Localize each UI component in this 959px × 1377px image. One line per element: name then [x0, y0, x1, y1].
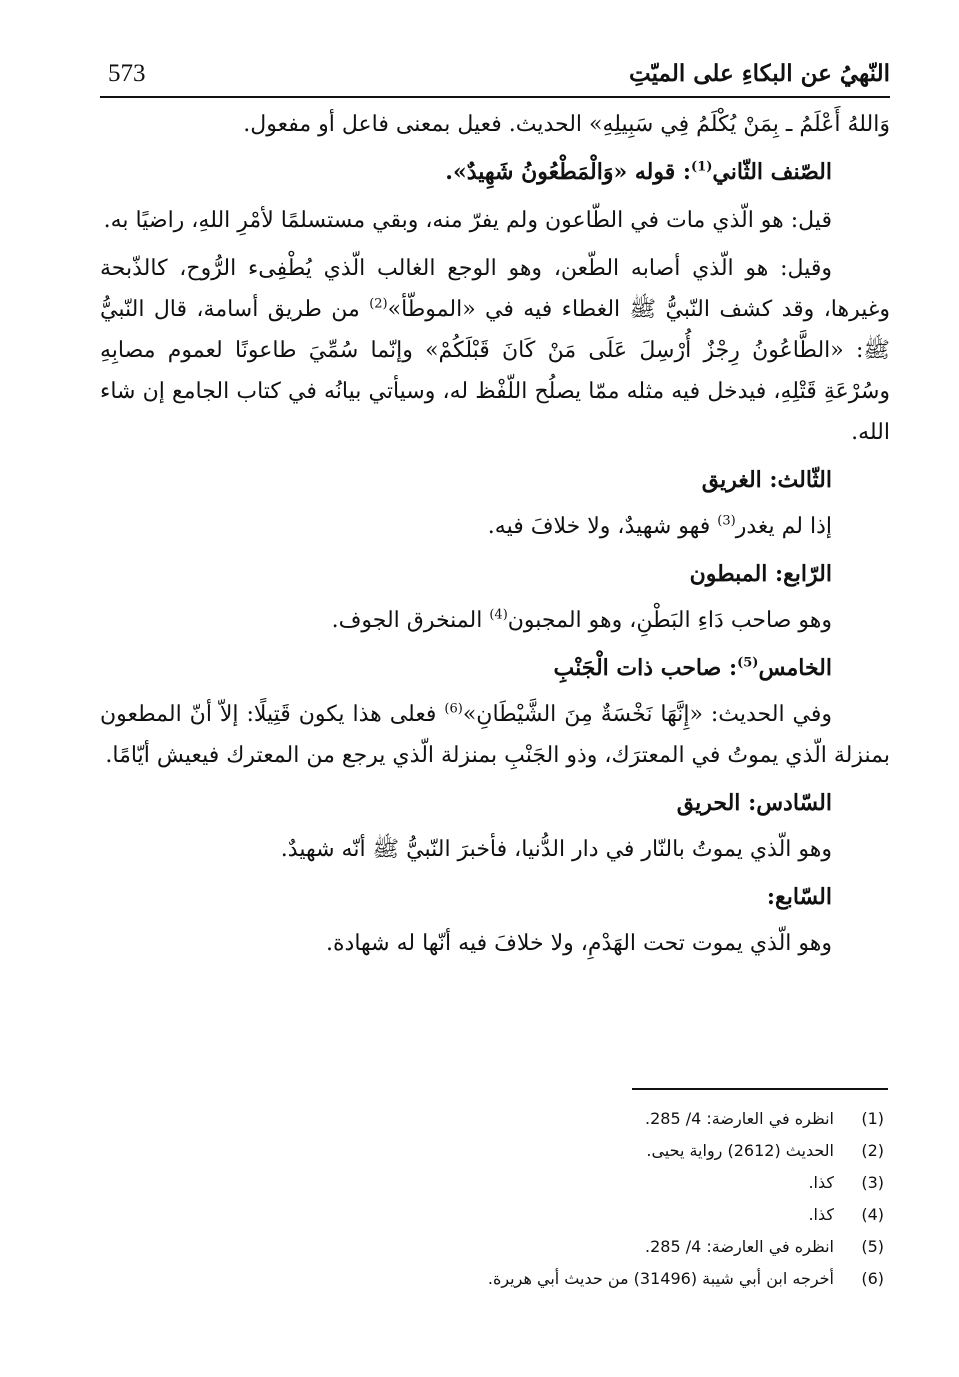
- section-heading-seventh: السّابع:: [766, 884, 832, 910]
- heading-rest: : قوله «وَالْمَطْعُونُ شَهِيدٌ».: [445, 159, 692, 185]
- paragraph-qila: قيل: هو الّذي مات في الطّاعون ولم يفرّ منه، وبقي مستسلمًا لأمْرِ اللهِ، راضيًا به.: [103, 208, 832, 233]
- footnote-text: انظره في العارضة: 4/ 285.: [645, 1108, 834, 1128]
- paragraph-continuation: وَاللهُ أَعْلَمُ ـ بِمَنْ يُكْلَمُ فِي سَبِيلِهِ» الحديث. فعيل بمعنى فاعل أو مفعول.: [243, 112, 890, 137]
- paragraph-third: [100, 506, 890, 547]
- footnote-ref: (1): [691, 159, 713, 175]
- paragraph-text: وفي الحديث: «إِنَّهَا نَخْسَةٌ مِنَ الشَّيْطَانِ»: [462, 702, 832, 727]
- section-heading-sixth: السّادس: الحريق: [676, 790, 832, 816]
- section-heading-fourth: الرّابع: المبطون: [689, 561, 832, 587]
- paragraph-text: إذا لم يغدر: [735, 514, 832, 539]
- footnote-text: كذا.: [808, 1172, 834, 1192]
- paragraph-sixth: وهو الّذي يموتُ بالنّار في دار الدُّنيا، فأخبرَ النّبيُّ ﷺ أنّه شهيدٌ.: [280, 837, 832, 862]
- footnote-ref: (5): [737, 655, 759, 671]
- footnote-item: [100, 1230, 890, 1262]
- main-text: [100, 104, 890, 971]
- footnote-number: (1): [861, 1108, 884, 1128]
- footnote-number: (4): [861, 1204, 884, 1224]
- paragraph-fourth: [100, 600, 890, 641]
- page-number: 573: [108, 60, 146, 87]
- footnote-text: الحديث (2612) رواية يحيى.: [646, 1140, 834, 1160]
- footnote-item: [100, 1262, 890, 1294]
- page-header: [100, 56, 890, 98]
- heading-label: الصّنف الثّاني: [712, 159, 832, 185]
- footnotes: [100, 1102, 890, 1294]
- heading-rest: : صاحب ذات الْجَنْبِ: [553, 655, 738, 681]
- footnote-number: (6): [861, 1268, 884, 1288]
- paragraph-waqila: [100, 248, 890, 453]
- footnote-item: [100, 1134, 890, 1166]
- footnote-ref: (4): [489, 607, 508, 623]
- paragraph-text: فهو شهيدٌ، ولا خلافَ فيه.: [487, 514, 718, 539]
- paragraph-fifth: [100, 694, 890, 776]
- section-heading-second: [100, 152, 890, 193]
- paragraph-text: من طريق أسامة، قال النّبيُّ ﷺ: «الطَّاعُونُ رِجْزٌ أُرْسِلَ عَلَى مَنْ كَانَ قَبْلَكُمْ» وإنّما سُمِّيَ طاعونًا لعموم مصابِهِ وسُرْعَةِ قَتْلِهِ، فيدخل فيه مثله ممّا يصلُح اللّفْظ له، وسيأتي بيانُه في كتاب الجامع إن شاء الله.: [100, 297, 890, 445]
- section-heading-third: الثّالث: الغريق: [701, 467, 832, 493]
- header-rule: [100, 96, 890, 98]
- footnote-ref: (6): [444, 701, 463, 717]
- footnote-ref: (3): [717, 513, 736, 529]
- footnote-item: [100, 1102, 890, 1134]
- footnote-text: انظره في العارضة: 4/ 285.: [645, 1236, 834, 1256]
- section-heading-fifth: [100, 648, 890, 689]
- footnote-number: (5): [861, 1236, 884, 1256]
- paragraph-seventh: وهو الّذي يموت تحت الهَدْمِ، ولا خلافَ فيه أنّها له شهادة.: [326, 931, 832, 956]
- paragraph-text: وهو صاحب دَاءِ البَطْنِ، وهو المجبون: [507, 608, 832, 633]
- footnote-text: كذا.: [808, 1204, 834, 1224]
- running-title: النّهيُ عن البكاءِ على الميّتِ: [629, 60, 890, 87]
- footnote-ref: (2): [369, 296, 388, 312]
- paragraph-text: المنخرق الجوف.: [331, 608, 490, 633]
- heading-label: الخامس: [758, 655, 832, 681]
- paragraph-text: وقيل: هو الّذي أصابه الطّعن، وهو الوجع الغالب الّذي يُطْفِىء الرُّوح، كالذّبحة وغيرها، وقد كشف النّبيُّ ﷺ الغطاء فيه في «الموطّأ»: [100, 256, 891, 322]
- footnote-item: [100, 1198, 890, 1230]
- paragraph-text: فعلى هذا يكون قَتِيلًا: إلاّ أنّ المطعون بمنزلة الّذي يموتُ في المعترَك، وذو الجَنْبِ بمنزلة الّذي يرجع من المعترك فيعيش أيّامًا.: [100, 702, 890, 768]
- footnote-item: [100, 1166, 890, 1198]
- footnote-number: (2): [861, 1140, 884, 1160]
- footnote-separator: [632, 1088, 888, 1090]
- footnote-number: (3): [861, 1172, 884, 1192]
- footnote-text: أخرجه ابن أبي شيبة (31496) من حديث أبي هريرة.: [487, 1268, 834, 1288]
